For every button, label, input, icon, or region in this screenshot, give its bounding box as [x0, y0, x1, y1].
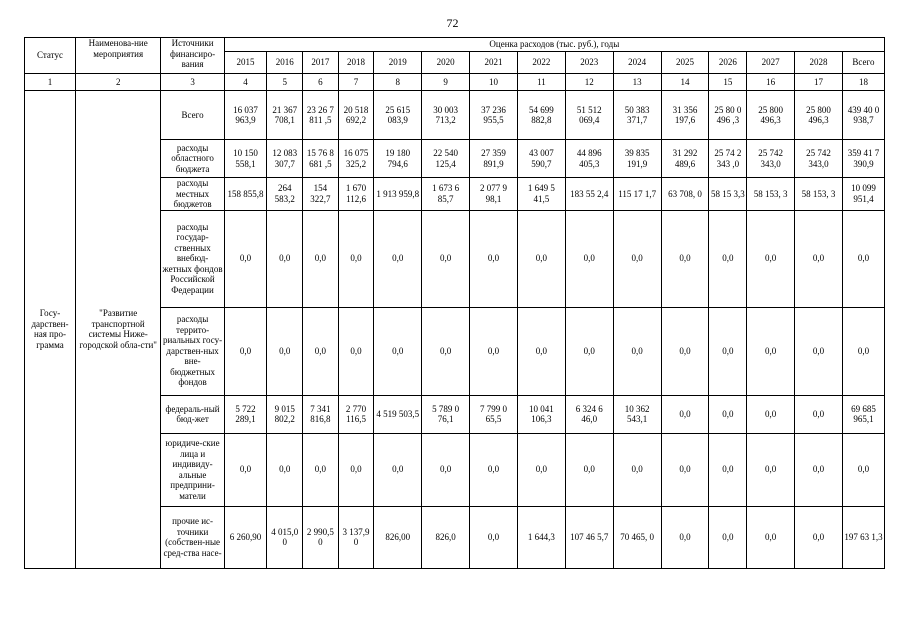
- value-cell: 30 003 713,2: [422, 91, 470, 140]
- funding-source-cell: расходы террито-риальных госу-дарствен-ных вне-бюджетных фондов: [161, 307, 224, 395]
- column-number-cell: 7: [338, 74, 374, 91]
- value-cell: 25 800 496,3: [747, 91, 795, 140]
- value-cell: 37 236 955,5: [470, 91, 518, 140]
- year-header-cell: 2017: [303, 52, 339, 74]
- year-header-cell: 2026: [709, 52, 747, 74]
- year-header-cell: 2023: [565, 52, 613, 74]
- page-number: 72: [446, 16, 459, 30]
- value-cell: 31 356 197,6: [661, 91, 709, 140]
- value-cell: 44 896 405,3: [565, 140, 613, 178]
- value-cell: 0,0: [267, 433, 303, 506]
- year-header-cell: 2015: [224, 52, 267, 74]
- value-cell: 58 153, 3: [795, 178, 843, 211]
- value-cell: 0,0: [224, 307, 267, 395]
- value-cell: 0,0: [795, 307, 843, 395]
- value-cell: 31 292 489,6: [661, 140, 709, 178]
- value-cell: 0,0: [470, 506, 518, 568]
- column-number-cell: 13: [613, 74, 661, 91]
- column-number-cell: 11: [517, 74, 565, 91]
- value-cell: 0,0: [267, 210, 303, 307]
- column-number-cell: 10: [470, 74, 518, 91]
- value-cell: 0,0: [565, 433, 613, 506]
- column-number-cell: 15: [709, 74, 747, 91]
- header-measure-name: Наименова-ние мероприятия: [75, 38, 161, 74]
- value-cell: 154 322,7: [303, 178, 339, 211]
- year-header-cell: 2021: [470, 52, 518, 74]
- header-estimate: Оценка расходов (тыс. руб.), годы: [224, 38, 884, 52]
- funding-source-cell: федераль-ный бюд-жет: [161, 395, 224, 433]
- column-number-row: [25, 74, 885, 91]
- value-cell: 0,0: [661, 506, 709, 568]
- column-number-cell: 6: [303, 74, 339, 91]
- value-cell: 22 540 125,4: [422, 140, 470, 178]
- funding-source-cell: расходы государ-ственных внебюд-жетных фондов Российской Федерации: [161, 210, 224, 307]
- value-cell: 0,0: [303, 307, 339, 395]
- column-number-cell: 8: [374, 74, 422, 91]
- value-cell: 0,0: [517, 210, 565, 307]
- measure-cell: "Развитие транспортной системы Ниже-городской обла-сти": [75, 91, 161, 569]
- value-cell: 0,0: [795, 210, 843, 307]
- column-number-cell: 14: [661, 74, 709, 91]
- year-header-cell: 2024: [613, 52, 661, 74]
- value-cell: 0,0: [517, 307, 565, 395]
- funding-source-cell: юридиче-ские лица и индивиду-альные предприни-матели: [161, 433, 224, 506]
- value-cell: 1 644,3: [517, 506, 565, 568]
- expenditure-table: [24, 37, 885, 569]
- value-cell: 0,0: [565, 210, 613, 307]
- year-header-cell: 2022: [517, 52, 565, 74]
- value-cell: 43 007 590,7: [517, 140, 565, 178]
- column-number-cell: 17: [795, 74, 843, 91]
- value-cell: 0,0: [470, 433, 518, 506]
- value-cell: 183 55 2,4: [565, 178, 613, 211]
- value-cell: 0,0: [338, 210, 374, 307]
- value-cell: 197 63 1,3: [842, 506, 884, 568]
- value-cell: 0,0: [470, 307, 518, 395]
- value-cell: 4 015,0 0: [267, 506, 303, 568]
- value-cell: 7 799 0 65,5: [470, 395, 518, 433]
- value-cell: 2 770 116,5: [338, 395, 374, 433]
- column-number-cell: 9: [422, 74, 470, 91]
- value-cell: 0,0: [303, 210, 339, 307]
- value-cell: 0,0: [661, 307, 709, 395]
- value-cell: 0,0: [224, 433, 267, 506]
- value-cell: 20 518 692,2: [338, 91, 374, 140]
- column-number-cell: 1: [25, 74, 76, 91]
- value-cell: 3 137,9 0: [338, 506, 374, 568]
- value-cell: 5 789 0 76,1: [422, 395, 470, 433]
- value-cell: 58 153, 3: [747, 178, 795, 211]
- value-cell: 1 649 5 41,5: [517, 178, 565, 211]
- value-cell: 0,0: [795, 395, 843, 433]
- value-cell: 0,0: [661, 395, 709, 433]
- value-cell: 0,0: [613, 210, 661, 307]
- column-number-cell: 4: [224, 74, 267, 91]
- value-cell: 58 15 3,3: [709, 178, 747, 211]
- value-cell: 0,0: [709, 506, 747, 568]
- column-number-cell: 16: [747, 74, 795, 91]
- value-cell: 826,0: [422, 506, 470, 568]
- value-cell: 0,0: [422, 307, 470, 395]
- value-cell: 25 74 2 343 ,0: [709, 140, 747, 178]
- value-cell: 19 180 794,6: [374, 140, 422, 178]
- value-cell: 0,0: [747, 395, 795, 433]
- value-cell: 1 913 959,8: [374, 178, 422, 211]
- year-header-cell: 2027: [747, 52, 795, 74]
- value-cell: 158 855,8: [224, 178, 267, 211]
- value-cell: 0,0: [661, 210, 709, 307]
- value-cell: 63 708, 0: [661, 178, 709, 211]
- value-cell: 16 075 325,2: [338, 140, 374, 178]
- year-header-cell: 2016: [267, 52, 303, 74]
- value-cell: 12 083 307,7: [267, 140, 303, 178]
- column-number-cell: 2: [75, 74, 161, 91]
- value-cell: 826,00: [374, 506, 422, 568]
- value-cell: 0,0: [747, 210, 795, 307]
- total-header-cell: Всего: [842, 52, 884, 74]
- header-status: Статус: [25, 38, 76, 74]
- value-cell: 50 383 371,7: [613, 91, 661, 140]
- year-header-cell: 2020: [422, 52, 470, 74]
- value-cell: 6 324 6 46,0: [565, 395, 613, 433]
- value-cell: 0,0: [565, 307, 613, 395]
- value-cell: 25 800 496,3: [795, 91, 843, 140]
- value-cell: 0,0: [374, 307, 422, 395]
- value-cell: 9 015 802,2: [267, 395, 303, 433]
- value-cell: 10 362 543,1: [613, 395, 661, 433]
- value-cell: 25 742 343,0: [747, 140, 795, 178]
- value-cell: 4 519 503,5: [374, 395, 422, 433]
- value-cell: 16 037 963,9: [224, 91, 267, 140]
- value-cell: 0,0: [709, 433, 747, 506]
- header-sources: Источники финансиро-вания: [161, 38, 224, 74]
- value-cell: 25 615 083,9: [374, 91, 422, 140]
- year-header-cell: 2019: [374, 52, 422, 74]
- value-cell: 0,0: [303, 433, 339, 506]
- value-cell: 0,0: [747, 433, 795, 506]
- funding-source-cell: расходы областного бюджета: [161, 140, 224, 178]
- value-cell: 7 341 816,8: [303, 395, 339, 433]
- value-cell: 0,0: [842, 307, 884, 395]
- year-header-cell: 2025: [661, 52, 709, 74]
- value-cell: 0,0: [517, 433, 565, 506]
- value-cell: 0,0: [795, 506, 843, 568]
- value-cell: 0,0: [422, 433, 470, 506]
- value-cell: 21 367 708,1: [267, 91, 303, 140]
- value-cell: 0,0: [661, 433, 709, 506]
- value-cell: 0,0: [613, 433, 661, 506]
- column-number-cell: 3: [161, 74, 224, 91]
- value-cell: 0,0: [422, 210, 470, 307]
- funding-source-cell: прочие ис-точники (собствен-ные сред-ства насе-: [161, 506, 224, 568]
- value-cell: 264 583,2: [267, 178, 303, 211]
- value-cell: 70 465, 0: [613, 506, 661, 568]
- value-cell: 0,0: [374, 210, 422, 307]
- value-cell: 0,0: [224, 210, 267, 307]
- value-cell: 1 670 112,6: [338, 178, 374, 211]
- year-header-cell: 2028: [795, 52, 843, 74]
- value-cell: 39 835 191,9: [613, 140, 661, 178]
- value-cell: 115 17 1,7: [613, 178, 661, 211]
- value-cell: 10 099 951,4: [842, 178, 884, 211]
- value-cell: 0,0: [338, 307, 374, 395]
- value-cell: 0,0: [709, 307, 747, 395]
- value-cell: 10 041 106,3: [517, 395, 565, 433]
- value-cell: 10 150 558,1: [224, 140, 267, 178]
- value-cell: 25 80 0 496 ,3: [709, 91, 747, 140]
- funding-source-cell: расходы местных бюджетов: [161, 178, 224, 211]
- funding-source-cell: Всего: [161, 91, 224, 140]
- value-cell: 2 990,5 0: [303, 506, 339, 568]
- value-cell: 359 41 7 390,9: [842, 140, 884, 178]
- value-cell: 51 512 069,4: [565, 91, 613, 140]
- value-cell: 0,0: [709, 210, 747, 307]
- column-number-cell: 5: [267, 74, 303, 91]
- column-number-cell: 18: [842, 74, 884, 91]
- value-cell: 1 673 6 85,7: [422, 178, 470, 211]
- value-cell: 27 359 891,9: [470, 140, 518, 178]
- value-cell: 0,0: [747, 506, 795, 568]
- value-cell: 0,0: [709, 395, 747, 433]
- table-row: [25, 91, 885, 140]
- value-cell: 0,0: [267, 307, 303, 395]
- value-cell: 0,0: [747, 307, 795, 395]
- value-cell: 0,0: [795, 433, 843, 506]
- value-cell: 0,0: [470, 210, 518, 307]
- column-number-cell: 12: [565, 74, 613, 91]
- value-cell: 0,0: [842, 433, 884, 506]
- value-cell: 0,0: [374, 433, 422, 506]
- value-cell: 54 699 882,8: [517, 91, 565, 140]
- value-cell: 6 260,90: [224, 506, 267, 568]
- value-cell: 69 685 965,1: [842, 395, 884, 433]
- value-cell: 0,0: [338, 433, 374, 506]
- value-cell: 439 40 0 938,7: [842, 91, 884, 140]
- value-cell: 23 26 7 811 ,5: [303, 91, 339, 140]
- value-cell: 5 722 289,1: [224, 395, 267, 433]
- value-cell: 15 76 8 681 ,5: [303, 140, 339, 178]
- value-cell: 0,0: [613, 307, 661, 395]
- year-header-cell: 2018: [338, 52, 374, 74]
- value-cell: 107 46 5,7: [565, 506, 613, 568]
- value-cell: 0,0: [842, 210, 884, 307]
- status-cell: Госу-дарствен-ная про-грамма: [25, 91, 76, 569]
- value-cell: 2 077 9 98,1: [470, 178, 518, 211]
- value-cell: 25 742 343,0: [795, 140, 843, 178]
